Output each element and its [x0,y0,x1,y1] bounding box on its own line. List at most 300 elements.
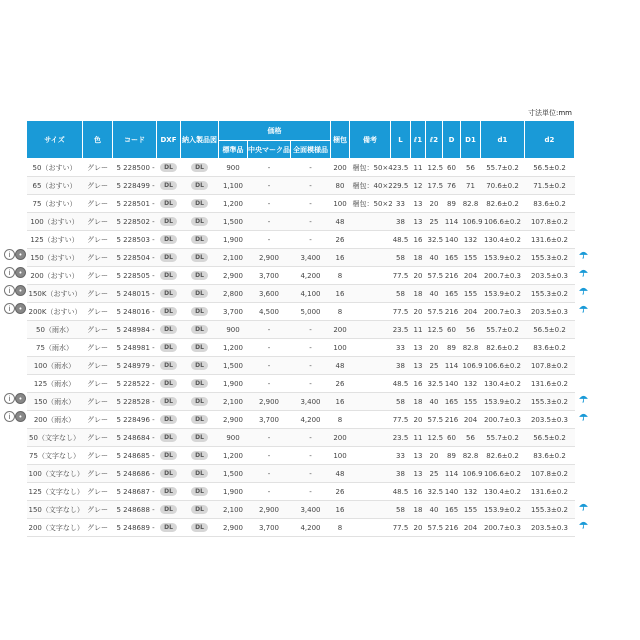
dim-d1-cell: 130.4±0.2 [481,231,525,249]
dim-D1-cell: 106.9 [461,213,481,231]
delivery-download-button[interactable]: DL [191,415,208,424]
dxf-download-cell [157,483,181,501]
price-full-pattern-cell: - [291,321,331,339]
table-row [27,357,575,375]
dim-D1-cell: 56 [461,159,481,177]
table-row [27,339,575,357]
dxf-download-button[interactable]: DL [160,343,177,352]
price-center-mark-cell: 3,700 [248,411,291,429]
dxf-download-cell [157,501,181,519]
dxf-download-button[interactable]: DL [160,505,177,514]
dim-D-cell: 76 [443,177,461,195]
price-center-mark-cell: - [248,465,291,483]
delivery-download-button[interactable]: DL [191,469,208,478]
dim-D-cell: 114 [443,213,461,231]
dim-l2-cell: 25 [426,213,443,231]
dim-d2-cell: 203.5±0.3 [525,303,575,321]
dim-D-cell: 114 [443,357,461,375]
category-icon[interactable]: • [15,249,26,260]
dim-d1-cell: 130.4±0.2 [481,483,525,501]
dxf-download-cell [157,429,181,447]
dim-D1-cell: 204 [461,303,481,321]
note-cell [350,213,391,231]
dim-l1-cell: 11 [411,429,426,447]
row-size-cell: 200K（おすい） [27,303,83,321]
price-full-pattern-cell: 4,200 [291,519,331,537]
price-center-mark-cell: 2,900 [248,501,291,519]
dim-d2-cell: 83.6±0.2 [525,339,575,357]
dim-L-cell: 29.5 [391,177,411,195]
dxf-download-button[interactable]: DL [160,433,177,442]
dim-d2-cell: 107.8±0.2 [525,213,575,231]
delivery-download-button[interactable]: DL [191,289,208,298]
price-full-pattern-cell: - [291,483,331,501]
dim-d1-cell: 200.7±0.3 [481,519,525,537]
header-pack: 梱包 [331,121,350,159]
dxf-download-cell [157,519,181,537]
row-code-cell: 5 228496 - [113,411,157,429]
category-icon[interactable]: • [15,411,26,422]
header-dxf: DXF [157,121,181,159]
row-code-cell: 5 248686 - [113,465,157,483]
pack-qty-cell: 8 [331,303,350,321]
dim-l2-cell: 25 [426,465,443,483]
dim-d1-cell: 82.6±0.2 [481,339,525,357]
dim-L-cell: 77.5 [391,519,411,537]
info-icon[interactable]: i [4,411,15,422]
dim-d2-cell: 155.3±0.2 [525,393,575,411]
dim-l2-cell: 57.5 [426,303,443,321]
dim-L-cell: 77.5 [391,303,411,321]
dim-D-cell: 165 [443,249,461,267]
dim-l2-cell: 40 [426,501,443,519]
dim-l2-cell: 25 [426,357,443,375]
pack-qty-cell: 26 [331,231,350,249]
price-full-pattern-cell: - [291,177,331,195]
row-size-cell: 75（おすい） [27,195,83,213]
dxf-download-button[interactable]: DL [160,307,177,316]
header-l1: ℓ1 [411,121,426,159]
row-color-cell: グレー [83,285,113,303]
dxf-download-button[interactable]: DL [160,289,177,298]
header-delivery-drawing: 納入製品図 [181,121,219,159]
delivery-download-button[interactable]: DL [191,343,208,352]
umbrella-icon[interactable] [579,502,588,511]
info-icon[interactable]: i [4,393,15,404]
dim-D-cell: 216 [443,411,461,429]
umbrella-icon[interactable] [579,520,588,529]
price-full-pattern-cell: 3,400 [291,393,331,411]
row-code-cell: 5 228505 - [113,267,157,285]
price-full-pattern-cell: 4,200 [291,411,331,429]
delivery-download-button[interactable]: DL [191,523,208,532]
table-row [27,231,575,249]
dim-D-cell: 165 [443,393,461,411]
info-icon[interactable]: i [4,249,15,260]
dim-D-cell: 89 [443,339,461,357]
row-size-cell: 125（雨水） [27,375,83,393]
dxf-download-cell [157,447,181,465]
row-code-cell: 5 228503 - [113,231,157,249]
row-size-cell: 100（文字なし） [27,465,83,483]
header-D1: D1 [461,121,481,159]
price-full-pattern-cell: 3,400 [291,249,331,267]
dim-D1-cell: 132 [461,483,481,501]
dxf-download-button[interactable]: DL [160,325,177,334]
dxf-download-button[interactable]: DL [160,181,177,190]
header-d1: d1 [481,121,525,159]
row-code-cell: 5 228522 - [113,375,157,393]
header-L: L [391,121,411,159]
header-price-center-mark: 中央マーク品 [248,141,291,159]
table-row [27,159,575,177]
price-standard-cell: 1,900 [219,231,248,249]
note-cell: 梱包：40×2 [350,177,391,195]
dxf-download-button[interactable]: DL [160,379,177,388]
row-code-cell: 5 248688 - [113,501,157,519]
dxf-download-button[interactable]: DL [160,523,177,532]
dim-d2-cell: 203.5±0.3 [525,267,575,285]
table-row [27,429,575,447]
table-row [27,267,575,285]
info-icon[interactable]: i [4,303,15,314]
dim-D-cell: 89 [443,447,461,465]
dim-l1-cell: 18 [411,393,426,411]
dim-d1-cell: 200.7±0.3 [481,303,525,321]
dim-d1-cell: 106.6±0.2 [481,357,525,375]
dim-D-cell: 216 [443,303,461,321]
delivery-download-button[interactable]: DL [191,451,208,460]
dxf-download-button[interactable]: DL [160,451,177,460]
price-center-mark-cell: 3,700 [248,267,291,285]
row-size-cell: 200（文字なし） [27,519,83,537]
table-row [27,285,575,303]
price-standard-cell: 1,200 [219,195,248,213]
row-size-cell: 200（おすい） [27,267,83,285]
dxf-download-cell [157,159,181,177]
delivery-download-cell [181,519,219,537]
price-center-mark-cell: 3,600 [248,285,291,303]
row-size-cell: 125（文字なし） [27,483,83,501]
dim-L-cell: 48.5 [391,231,411,249]
price-center-mark-cell: - [248,357,291,375]
table-row [27,411,575,429]
dim-l2-cell: 57.5 [426,411,443,429]
delivery-download-cell [181,159,219,177]
category-icon[interactable]: • [15,303,26,314]
dim-d1-cell: 106.6±0.2 [481,213,525,231]
dim-l1-cell: 20 [411,303,426,321]
row-size-cell: 150K（おすい） [27,285,83,303]
dim-L-cell: 58 [391,393,411,411]
dim-d2-cell: 83.6±0.2 [525,195,575,213]
table-row [27,249,575,267]
pack-qty-cell: 16 [331,285,350,303]
note-cell [350,249,391,267]
dxf-download-button[interactable]: DL [160,199,177,208]
delivery-download-button[interactable]: DL [191,217,208,226]
row-code-cell: 5 248015 - [113,285,157,303]
note-cell [350,429,391,447]
row-color-cell: グレー [83,195,113,213]
dxf-download-cell [157,339,181,357]
umbrella-icon[interactable] [579,412,588,421]
note-cell [350,501,391,519]
dim-D1-cell: 56 [461,321,481,339]
category-icon[interactable]: • [15,267,26,278]
dim-d1-cell: 200.7±0.3 [481,411,525,429]
delivery-download-button[interactable]: DL [191,487,208,496]
row-color-cell: グレー [83,249,113,267]
dim-d1-cell: 153.9±0.2 [481,285,525,303]
pack-qty-cell: 8 [331,267,350,285]
price-center-mark-cell: - [248,429,291,447]
row-code-cell: 5 248984 - [113,321,157,339]
delivery-download-button[interactable]: DL [191,379,208,388]
dim-l2-cell: 20 [426,195,443,213]
dxf-download-cell [157,357,181,375]
dim-d1-cell: 55.7±0.2 [481,321,525,339]
header-D: D [443,121,461,159]
row-code-cell: 5 228499 - [113,177,157,195]
delivery-download-button[interactable]: DL [191,307,208,316]
dim-d2-cell: 155.3±0.2 [525,249,575,267]
dim-l1-cell: 11 [411,159,426,177]
row-color-cell: グレー [83,231,113,249]
pack-qty-cell: 200 [331,429,350,447]
delivery-download-button[interactable]: DL [191,433,208,442]
delivery-download-button[interactable]: DL [191,163,208,172]
note-cell [350,519,391,537]
table-row [27,177,575,195]
row-code-cell: 5 248684 - [113,429,157,447]
price-standard-cell: 2,900 [219,519,248,537]
pack-qty-cell: 26 [331,375,350,393]
header-code: コード [113,121,157,159]
spec-table [26,120,575,537]
dim-L-cell: 33 [391,339,411,357]
dim-D-cell: 216 [443,267,461,285]
delivery-download-cell [181,465,219,483]
row-size-cell: 150（おすい） [27,249,83,267]
dxf-download-cell [157,267,181,285]
dxf-download-button[interactable]: DL [160,469,177,478]
dxf-download-cell [157,321,181,339]
dim-l1-cell: 13 [411,213,426,231]
price-center-mark-cell: 2,900 [248,393,291,411]
dim-D1-cell: 56 [461,429,481,447]
table-body [27,159,575,537]
row-color-cell: グレー [83,375,113,393]
delivery-download-button[interactable]: DL [191,271,208,280]
dim-l2-cell: 40 [426,285,443,303]
delivery-download-cell [181,339,219,357]
note-cell [350,465,391,483]
price-full-pattern-cell: - [291,375,331,393]
dim-l2-cell: 40 [426,393,443,411]
pack-qty-cell: 16 [331,501,350,519]
row-color-cell: グレー [83,393,113,411]
row-size-cell: 75（文字なし） [27,447,83,465]
row-code-cell: 5 228500 - [113,159,157,177]
dim-D-cell: 140 [443,483,461,501]
price-standard-cell: 1,900 [219,375,248,393]
dim-d2-cell: 203.5±0.3 [525,411,575,429]
price-center-mark-cell: - [248,375,291,393]
price-center-mark-cell: - [248,177,291,195]
dim-d1-cell: 82.6±0.2 [481,195,525,213]
price-center-mark-cell: - [248,483,291,501]
delivery-download-cell [181,321,219,339]
note-cell [350,267,391,285]
delivery-download-button[interactable]: DL [191,181,208,190]
dxf-download-cell [157,465,181,483]
row-color-cell: グレー [83,483,113,501]
category-icon[interactable]: • [15,285,26,296]
dxf-download-button[interactable]: DL [160,397,177,406]
dim-D1-cell: 155 [461,285,481,303]
price-center-mark-cell: 2,900 [248,249,291,267]
delivery-download-button[interactable]: DL [191,505,208,514]
dxf-download-button[interactable]: DL [160,217,177,226]
row-code-cell: 5 228502 - [113,213,157,231]
dim-l2-cell: 12.5 [426,321,443,339]
dxf-download-button[interactable]: DL [160,163,177,172]
dim-d1-cell: 55.7±0.2 [481,159,525,177]
price-standard-cell: 1,900 [219,483,248,501]
dim-d1-cell: 70.6±0.2 [481,177,525,195]
dim-L-cell: 77.5 [391,411,411,429]
row-color-cell: グレー [83,321,113,339]
dim-d2-cell: 56.5±0.2 [525,429,575,447]
dxf-download-button[interactable]: DL [160,415,177,424]
table-row [27,483,575,501]
delivery-download-button[interactable]: DL [191,235,208,244]
dim-D-cell: 165 [443,501,461,519]
row-code-cell: 5 248685 - [113,447,157,465]
dim-l1-cell: 13 [411,357,426,375]
note-cell [350,231,391,249]
price-full-pattern-cell: 5,000 [291,303,331,321]
dxf-download-button[interactable]: DL [160,271,177,280]
row-code-cell: 5 248687 - [113,483,157,501]
price-full-pattern-cell: - [291,339,331,357]
delivery-download-cell [181,357,219,375]
dim-d1-cell: 130.4±0.2 [481,375,525,393]
price-center-mark-cell: 3,700 [248,519,291,537]
umbrella-icon[interactable] [579,286,588,295]
price-standard-cell: 900 [219,321,248,339]
price-standard-cell: 3,700 [219,303,248,321]
info-icon[interactable]: i [4,285,15,296]
dim-l1-cell: 13 [411,465,426,483]
note-cell [350,411,391,429]
table-row [27,321,575,339]
price-center-mark-cell: - [248,321,291,339]
dim-D1-cell: 204 [461,519,481,537]
dxf-download-cell [157,177,181,195]
pack-qty-cell: 48 [331,357,350,375]
dim-D-cell: 165 [443,285,461,303]
delivery-download-button[interactable]: DL [191,253,208,262]
dim-l1-cell: 13 [411,447,426,465]
umbrella-icon[interactable] [579,268,588,277]
delivery-download-button[interactable]: DL [191,199,208,208]
row-code-cell: 5 248689 - [113,519,157,537]
row-color-cell: グレー [83,429,113,447]
dim-L-cell: 48.5 [391,483,411,501]
row-color-cell: グレー [83,303,113,321]
delivery-download-cell [181,231,219,249]
dim-d2-cell: 107.8±0.2 [525,357,575,375]
dim-d1-cell: 153.9±0.2 [481,501,525,519]
price-center-mark-cell: - [248,447,291,465]
table-row [27,501,575,519]
note-cell: 梱包：50×2 [350,195,391,213]
dim-l2-cell: 32.5 [426,483,443,501]
price-standard-cell: 2,100 [219,501,248,519]
table-row [27,393,575,411]
price-full-pattern-cell: 4,200 [291,267,331,285]
row-color-cell: グレー [83,339,113,357]
price-center-mark-cell: - [248,231,291,249]
info-icon[interactable]: i [4,267,15,278]
dxf-download-cell [157,195,181,213]
delivery-download-button[interactable]: DL [191,397,208,406]
row-code-cell: 5 248979 - [113,357,157,375]
dim-D-cell: 60 [443,429,461,447]
dim-D-cell: 114 [443,465,461,483]
umbrella-icon[interactable] [579,250,588,259]
row-size-cell: 75（雨水） [27,339,83,357]
dim-D-cell: 89 [443,195,461,213]
price-full-pattern-cell: - [291,465,331,483]
pack-qty-cell: 100 [331,195,350,213]
table-row [27,447,575,465]
umbrella-icon[interactable] [579,304,588,313]
category-icon[interactable]: • [15,393,26,404]
dim-d2-cell: 56.5±0.2 [525,321,575,339]
delivery-download-cell [181,285,219,303]
dim-L-cell: 58 [391,501,411,519]
dim-l2-cell: 57.5 [426,519,443,537]
delivery-download-button[interactable]: DL [191,325,208,334]
dim-D-cell: 60 [443,321,461,339]
row-size-cell: 125（おすい） [27,231,83,249]
dxf-download-button[interactable]: DL [160,253,177,262]
pack-qty-cell: 100 [331,339,350,357]
note-cell [350,357,391,375]
dim-d2-cell: 131.6±0.2 [525,231,575,249]
dxf-download-button[interactable]: DL [160,487,177,496]
dxf-download-button[interactable]: DL [160,361,177,370]
dim-D1-cell: 155 [461,501,481,519]
row-code-cell: 5 228528 - [113,393,157,411]
dxf-download-button[interactable]: DL [160,235,177,244]
dim-L-cell: 33 [391,447,411,465]
dim-D1-cell: 71 [461,177,481,195]
pack-qty-cell: 48 [331,213,350,231]
dim-l1-cell: 16 [411,375,426,393]
dim-l2-cell: 17.5 [426,177,443,195]
dim-l2-cell: 20 [426,447,443,465]
delivery-download-cell [181,249,219,267]
dxf-download-cell [157,249,181,267]
delivery-download-button[interactable]: DL [191,361,208,370]
dim-L-cell: 58 [391,285,411,303]
price-standard-cell: 2,800 [219,285,248,303]
umbrella-icon[interactable] [579,394,588,403]
